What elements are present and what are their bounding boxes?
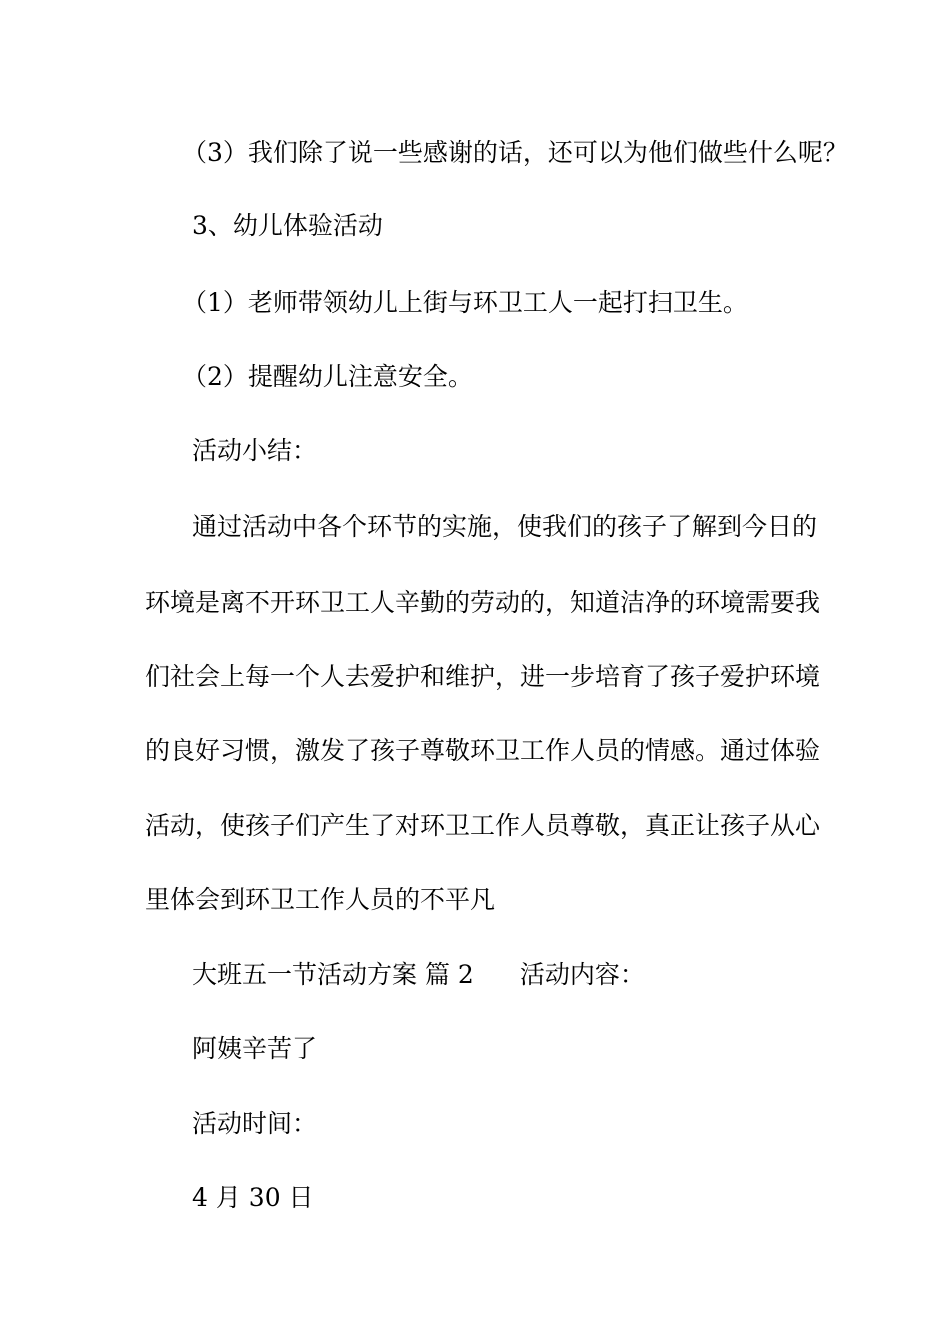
summary-paragraph-line-3: 们社会上每一个人去爱护和维护，进一步培育了孩子爱护环境 bbox=[145, 662, 821, 691]
section-2-heading-row bbox=[192, 960, 645, 990]
activity-content-value: 阿姨辛苦了 bbox=[192, 1034, 318, 1063]
activity-content-label: 活动内容： bbox=[519, 960, 645, 989]
step-3-item-1: （1）老师带领幼儿上街与环卫工人一起打扫卫生。 bbox=[182, 288, 748, 317]
activity-time-label: 活动时间： bbox=[192, 1109, 318, 1138]
summary-paragraph-line-2: 环境是离不开环卫工人辛勤的劳动的，知道洁净的环境需要我 bbox=[145, 588, 821, 617]
step-3-heading: 3、幼儿体验活动 bbox=[192, 211, 383, 240]
summary-paragraph-line-4: 的良好习惯，激发了孩子尊敬环卫工作人员的情感。通过体验 bbox=[145, 736, 821, 765]
step-3-item-2: （2）提醒幼儿注意安全。 bbox=[182, 362, 473, 391]
section-2-title: 大班五一节活动方案 篇 2 bbox=[192, 960, 474, 989]
summary-heading: 活动小结： bbox=[192, 436, 318, 465]
activity-time-value: 4 月 30 日 bbox=[192, 1183, 314, 1212]
summary-paragraph-line-1: 通过活动中各个环节的实施，使我们的孩子了解到今日的 bbox=[192, 512, 818, 541]
question-3-line: （3）我们除了说一些感谢的话，还可以为他们做些什么呢？ bbox=[182, 138, 848, 167]
summary-paragraph-line-5: 活动，使孩子们产生了对环卫工作人员尊敬，真正让孩子从心 bbox=[145, 811, 821, 840]
summary-paragraph-line-6: 里体会到环卫工作人员的不平凡 bbox=[145, 885, 496, 914]
